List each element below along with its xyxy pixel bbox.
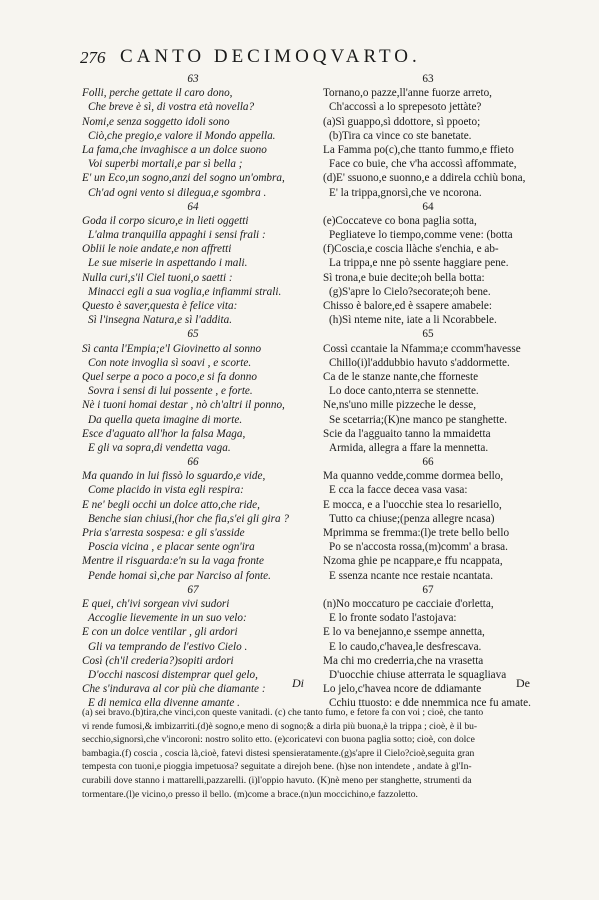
verse-line: E gli va sopra,di vendetta vaga. [88, 441, 231, 454]
stanza-number: 65 [187, 328, 199, 341]
footnote-line: vi rende fumosi,& imbizarriti.(d)è sogno,e meno di sogno;& a dirla più buona,è la trippa ; cioè, è il bu- [82, 720, 478, 732]
verse-line: (h)Sì nteme nite, iate a li Ncorabbele. [329, 314, 497, 327]
italian-stanza [82, 200, 304, 328]
verse-line: Nulla curi,s'il Ciel tuoni,o saetti : [82, 271, 233, 284]
stanza-number: 66 [422, 456, 434, 469]
verse-line: Poscia vicina , e placar sente ogn'ira [88, 541, 255, 554]
verse-line: Sì trona,e buie decite;oh bella botta: [323, 271, 485, 284]
verse-line: Cchiu ttuosto: e dde nnemmica nce fu amate. [329, 697, 531, 710]
verse-line: (f)Coscia,e coscia llàche s'enchia, e ab- [323, 243, 499, 256]
verse-line: Cossì ccantaie la Nfamma;e ccomm'havesse [323, 342, 521, 355]
catchwords [82, 676, 530, 692]
italian-stanza [82, 72, 304, 200]
verse-line: Che breve è sì, di vostra età novella? [88, 101, 255, 114]
verse-line: Goda il corpo sicuro,e in lieti oggetti [82, 214, 249, 227]
verse-line: Sovra i sensi di lui possente , e forte. [88, 385, 253, 398]
verse-line: D'occhi nascosi distemprar quel gelo, [88, 668, 258, 681]
page-header [80, 46, 520, 70]
verse-line: Sì canta l'Empia;e'l Giovinetto al sonno [82, 342, 262, 355]
verse-line: E ne' begli occhi un dolce atto,che ride, [82, 498, 260, 511]
verse-line: Ca de le stanze nante,che fforneste [323, 370, 479, 383]
stanza-number: 63 [422, 73, 434, 85]
verse-line: Esce d'aguato all'hor la falsa Maga, [82, 427, 246, 440]
stanza-number: 67 [187, 583, 199, 596]
verse-line: Ch'ad ogni vento si dilegua,e sgombra . [88, 186, 267, 199]
verse-line: Come placido in vista egli respira: [88, 484, 244, 497]
verse-line: Nomi,e senza soggetto idoli sono [82, 115, 230, 128]
verse-line: La fama,che invaghisce a un dolce suono [82, 143, 267, 156]
neapolitan-stanza [323, 200, 533, 328]
footnotes [82, 706, 530, 801]
verse-line: Chisso è balore,ed è ssapere amabele: [323, 300, 492, 312]
verse-line: Po se n'accosta rossa,(m)comm' a brasa. [329, 541, 508, 554]
stanza-number: 67 [422, 583, 434, 596]
verse-line: Ma chi mo crederria,che na vrasetta [323, 654, 484, 667]
verse-line: Ciò,che pregio,e valore il Mondo appella. [88, 129, 276, 142]
footnote-line: tempesta con tuoni,e pioggia impetuosa? seguitate a direjoh bene. (h)se non intendete , andate à gl'In- [82, 761, 472, 773]
verse-line: (e)Coccateve co bona paglia sotta, [323, 214, 477, 227]
verse-line: Folli, perche gettate il caro dono, [82, 87, 233, 100]
verse-line: Voi superbi mortali,e par sì bella ; [88, 158, 243, 171]
verse-line: (b)Tira ca vince co ste banetate. [329, 129, 472, 142]
verse-line: Scie da l'agguaito tanno la mmaidetta [323, 427, 491, 440]
page-number: 276 [80, 48, 106, 67]
verse-line: Nzoma ghie pe ncappare,e ffu ncappata, [323, 555, 503, 568]
verse-line: Pegliateve lo tiempo,comme vene: (botta [329, 229, 513, 242]
verse-line: Lo jelo,c'havea ncore de ddiamante [323, 683, 482, 696]
verse-line: Mprimma se fremma:(l)e trete bello bello [323, 527, 510, 539]
verse-line: Tornano,o pazze,ll'anne fuorze arreto, [323, 87, 492, 100]
verse-line: La trippa,e nne pò ssente haggiare pene. [329, 257, 509, 270]
verse-line: E' un Eco,un sogno,anzi del sogno un'ombra, [82, 172, 285, 185]
verse-line: Pria s'arresta sospesa: e gli s'asside [82, 527, 245, 539]
verse-line: Quel serpe a poco a poco,e si fa donno [82, 370, 257, 383]
italian-stanza [82, 327, 304, 455]
verse-line: E cca la facce decea vasa vasa: [329, 484, 468, 497]
verse-line: E ssenza ncante nce restaie ncantata. [329, 569, 493, 582]
verse-line: E mocca, e a l'uocchie stea lo resariello, [323, 498, 502, 511]
verse-line: Gli va temprando de l'estivo Cielo . [88, 640, 248, 653]
footnote-line: secchio,signorsì,che v'incoroni: nostro solito etto. (e)coricatevi con buona paglia sotto; cioè, con dolce [82, 734, 475, 746]
neapolitan-verse-column [323, 72, 533, 710]
verse-line: Face co buie, che v'ha accossì affommate, [329, 158, 517, 171]
italian-verse-column [82, 72, 304, 710]
stanza-number: 66 [187, 456, 199, 469]
stanza-number: 64 [187, 200, 199, 213]
stanza-number: 63 [187, 73, 199, 85]
verse-line: E di nemica ella divenne amante . [88, 697, 240, 710]
verse-line: Le sue miserie in aspettando i mali. [88, 257, 248, 270]
verse-line: Minacci egli a sua voglia,e infiammi strali. [88, 285, 282, 298]
verse-line: Se scetarria;(K)ne manco pe stanghette. [329, 413, 507, 426]
verse-line: E con un dolce ventilar , gli ardori [82, 626, 238, 639]
neapolitan-stanza [323, 72, 533, 200]
footnote-line: curabili dove stanno i mattarelli,pazzarelli. (i)l'oppio havuto. (K)nè meno per stanghette, strumenti da [82, 774, 472, 786]
neapolitan-stanza [323, 455, 533, 583]
verse-line: Ma quando in lui fissò lo sguardo,e vide, [82, 470, 266, 483]
verse-line: Accoglie lievemente in un suo velo: [88, 612, 247, 625]
verse-line: Ma quanno vedde,comme dormea bello, [323, 470, 504, 483]
verse-line: Mentre il risguarda:e'n su la vaga fronte [82, 555, 264, 568]
verse-line: Lo doce canto,nterra se stennette. [329, 385, 479, 398]
verse-line: (n)No moccaturo pe cacciaie d'orletta, [323, 597, 494, 610]
verse-line: Con note invoglia sì soavi , e scorte. [88, 356, 252, 369]
verse-line: Da quella queta imagine di morte. [88, 413, 243, 426]
verse-line: Armida, allegra a ffare la mennetta. [329, 441, 489, 454]
verse-line: E lo va benejanno,e ssempe annetta, [323, 626, 485, 639]
verse-line: Benche sian chiusi,(hor che fia,s'ei gli gira ? [88, 512, 289, 525]
verse-line: La Famma po(c),che ttanto fummo,e ffieto [323, 143, 514, 156]
verse-line: Questo è saver,questa è felice vita: [82, 300, 238, 312]
verse-line: D'uocchie chiuse atterrata le squagliava [329, 668, 507, 681]
stanza-number: 64 [422, 200, 434, 213]
catchword-left: Di [292, 676, 304, 690]
verse-line: Oblii le noie andate,e non affretti [82, 243, 232, 256]
verse-line: Tutto ca chiuse;(penza allegre ncasa) [329, 512, 495, 525]
neapolitan-stanza [323, 327, 533, 455]
stanza-number: 65 [422, 328, 434, 341]
verse-line: Nè i tuoni homai destar , nò ch'altri il ponno, [82, 399, 285, 412]
verse-line: E quei, ch'ivi sorgean vivi sudori [82, 597, 230, 610]
footnote-line: tormentare.(l)e vicino,o presso il bello. (m)come a brace.(n)un moccichino,e fazzoletto. [82, 788, 418, 800]
verse-line: Sì l'insegna Natura,e sì l'addita. [88, 314, 233, 327]
verse-line: Che s'indurava al cor più che diamante : [82, 683, 266, 696]
verse-line: Ne,ns'uno mille pizzeche le desse, [323, 399, 476, 412]
running-head: CANTO DECIMOQVARTO. [120, 46, 421, 67]
verse-line: E lo caudo,c'havea,le desfrescava. [329, 640, 482, 653]
footnote-line: (a) sei bravo.(b)tira,che vinci,con queste vanitadi. (c) che tanto fumo, e fetore fa con voi ; cioè, che tanto [82, 707, 484, 718]
verse-line: (g)S'apre lo Cielo?secorate;oh bene. [329, 285, 491, 298]
footnote-line: bambagia.(f) coscia , coscia là,cioè, fatevi distesi spensieratamente.(g)s'apre il Cielo?cioè,seguita gran [82, 747, 475, 759]
verse-line: E' la trippa,gnorsì,che ve ncorona. [329, 186, 482, 199]
verse-line: Ch'accossì a lo sprepesoto jettàte? [329, 101, 482, 114]
verse-line: E lo fronte sodato l'astojava: [329, 612, 457, 625]
verse-line: Chillo(i)l'addubbio havuto s'addormette. [329, 356, 510, 369]
verse-line: Pende homai sì,che par Narciso al fonte. [88, 569, 271, 582]
verse-line: (d)E' ssuono,e suonno,e a ddirela cchiù bona, [323, 172, 526, 185]
verse-line: L'alma tranquilla appaghi i sensi frali : [88, 229, 266, 242]
verse-line: Così (ch'il crederia?)sopiti ardori [82, 654, 234, 667]
italian-stanza [82, 455, 304, 583]
verse-line: (a)Sì guappo,sì ddottore, sì ppoeto; [323, 115, 481, 128]
catchword-right: De [516, 676, 530, 690]
